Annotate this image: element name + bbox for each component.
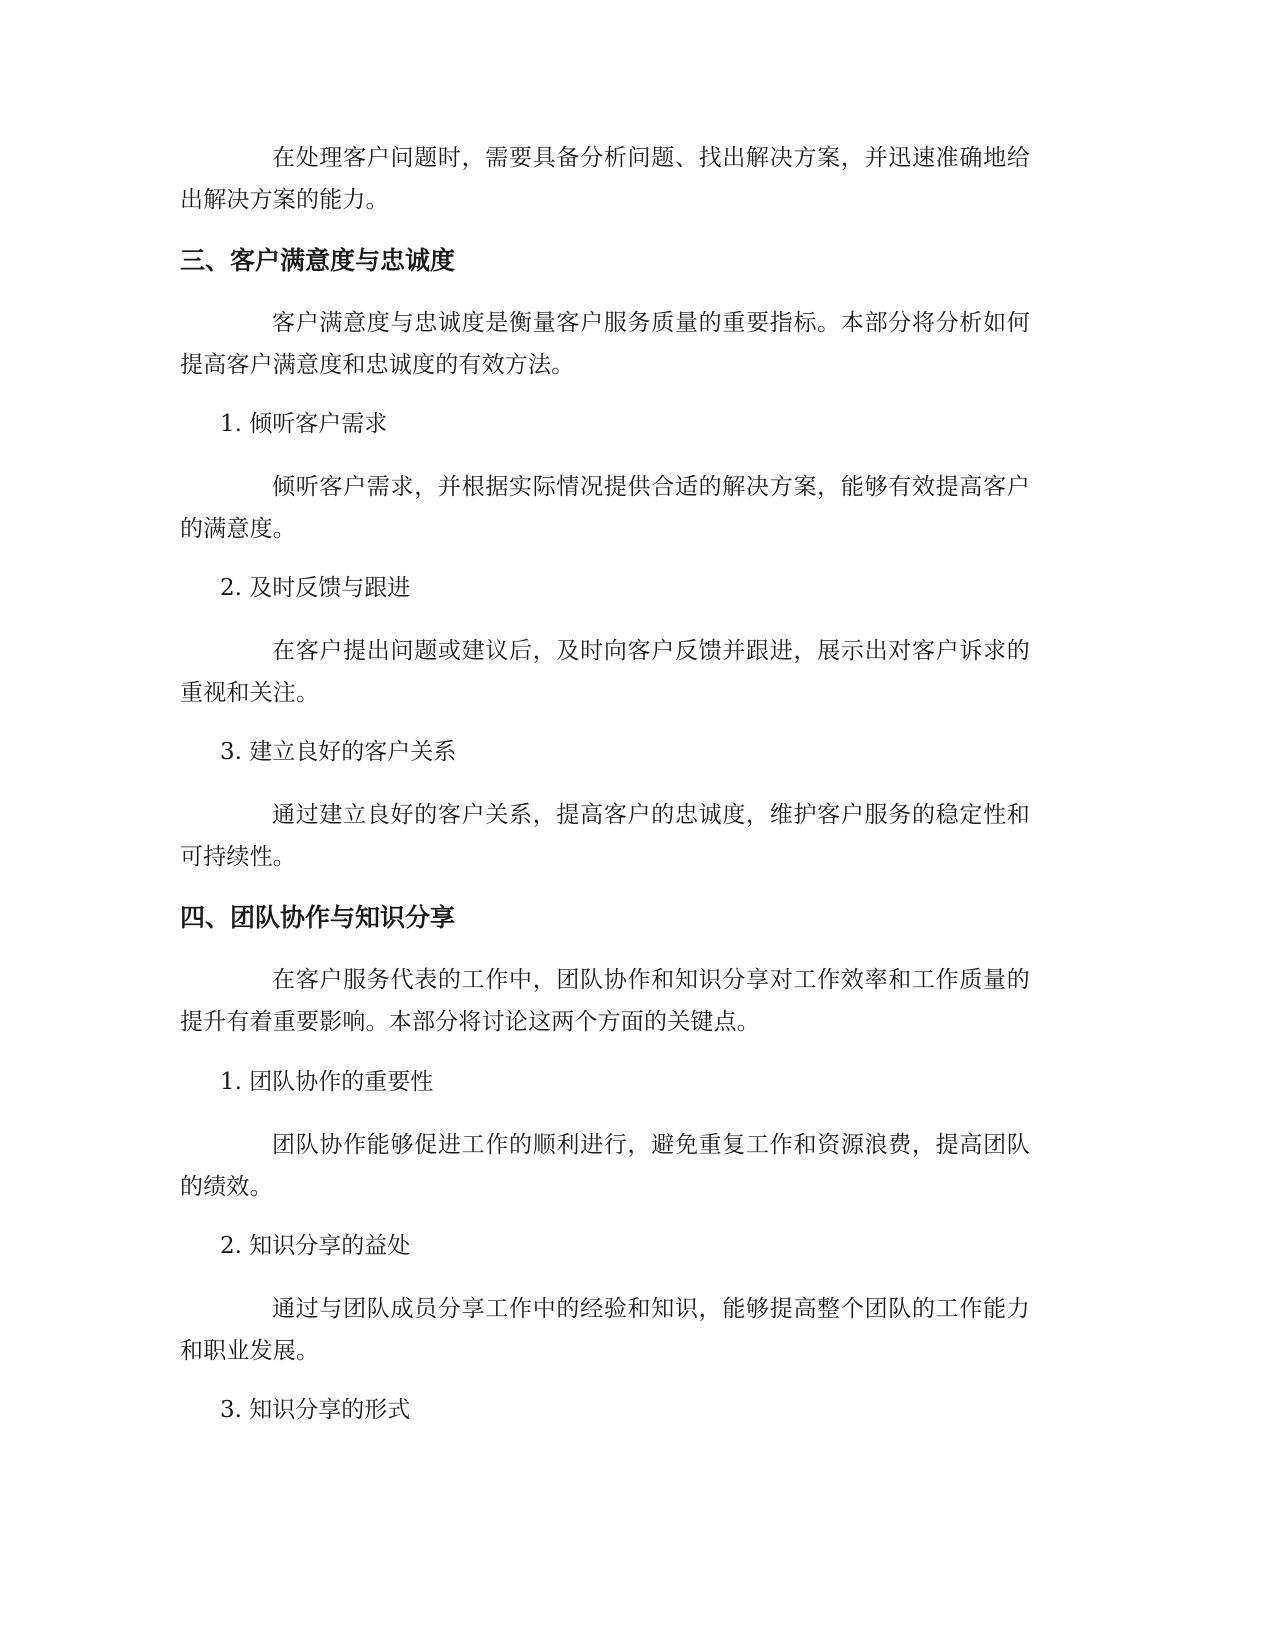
section-3-item-2-body: 在客户提出问题或建议后，及时向客户反馈并跟进，展示出对客户诉求的重视和关注。 xyxy=(180,638,1030,706)
section-3-item-1-title: 1. 倾听客户需求 xyxy=(220,411,388,437)
section-4-item-1-body: 团队协作能够促进工作的顺利进行，避免重复工作和资源浪费，提高团队的绩效。 xyxy=(180,1132,1030,1200)
section-3-heading: 三、客户满意度与忠诚度 xyxy=(180,246,456,275)
section-3-intro-paragraph: 客户满意度与忠诚度是衡量客户服务质量的重要指标。本部分将分析如何提高客户满意度和忠诚度的有效方法。 xyxy=(180,310,1030,378)
section-4-item-1-title: 1. 团队协作的重要性 xyxy=(220,1069,434,1095)
section-4-heading: 四、团队协作与知识分享 xyxy=(180,903,456,932)
section-3-item-2-title: 2. 及时反馈与跟进 xyxy=(220,575,411,601)
intro-paragraph: 在处理客户问题时，需要具备分析问题、找出解决方案，并迅速准确地给出解决方案的能力。 xyxy=(180,145,1030,213)
section-4-item-2-title: 2. 知识分享的益处 xyxy=(220,1233,411,1259)
section-4-intro-paragraph: 在客户服务代表的工作中，团队协作和知识分享对工作效率和工作质量的提升有着重要影响。本部分将讨论这两个方面的关键点。 xyxy=(180,967,1030,1035)
section-4-item-2-body: 通过与团队成员分享工作中的经验和知识，能够提高整个团队的工作能力和职业发展。 xyxy=(180,1296,1030,1364)
section-3-item-3-title: 3. 建立良好的客户关系 xyxy=(220,739,457,765)
section-3-item-1-body: 倾听客户需求，并根据实际情况提供合适的解决方案，能够有效提高客户的满意度。 xyxy=(180,474,1030,542)
section-3-item-3-body: 通过建立良好的客户关系，提高客户的忠诚度，维护客户服务的稳定性和可持续性。 xyxy=(180,802,1030,870)
section-4-item-3-title: 3. 知识分享的形式 xyxy=(220,1397,411,1423)
